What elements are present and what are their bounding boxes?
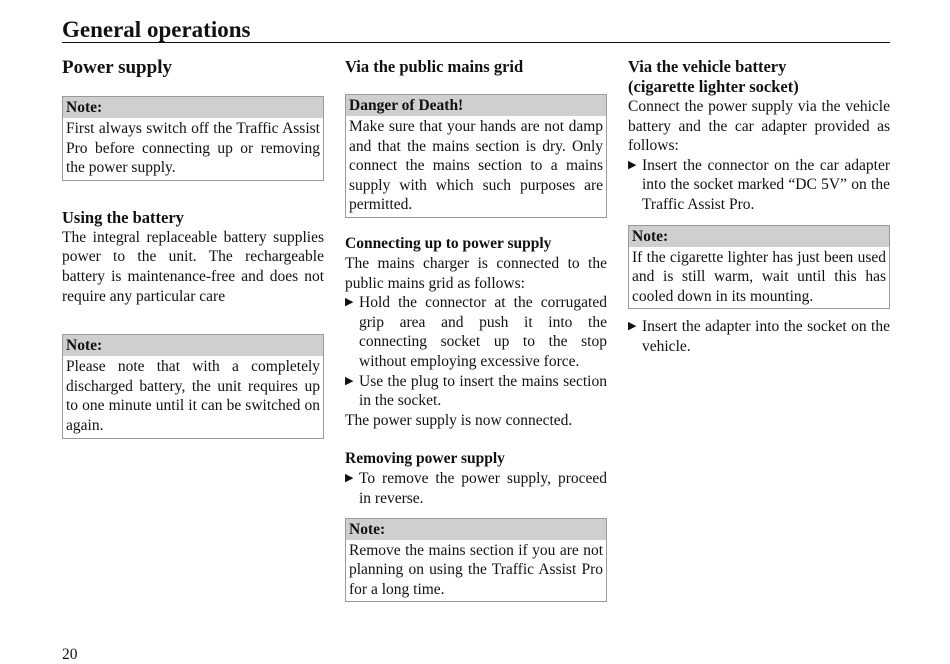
note-box-discharged [62, 334, 324, 438]
danger-text: Make sure that your hands are not damp and that the mains section is dry. Only connect the mains section to a mains supply with which such purposes are permitted. [349, 118, 603, 214]
note-text: If the cigarette lighter has just been used and is still warm, wait until this has cooled down in its mounting. [632, 248, 886, 305]
note-label: Note: [63, 335, 323, 356]
danger-box [345, 94, 607, 218]
vehicle-battery-heading: Via the vehicle battery [628, 57, 787, 76]
vehicle-step-2 [628, 317, 890, 356]
removing-heading: Removing power supply [345, 450, 505, 468]
column-public-mains [345, 57, 607, 602]
power-supply-heading: Power supply [62, 57, 172, 78]
step-text: Insert the connector on the car adapter into the socket marked “DC 5V” on the Traffic Assist Pro. [642, 156, 890, 213]
note-label: Note: [63, 97, 323, 118]
triangle-right-icon: ▶ [345, 472, 354, 485]
removing-step-1 [345, 469, 607, 508]
triangle-right-icon: ▶ [628, 158, 637, 171]
note-text: First always switch off the Traffic Assist Pro before connecting up or removing the power supply. [66, 120, 320, 177]
connecting-step-1 [345, 293, 607, 371]
vehicle-intro: Connect the power supply via the vehicle battery and the car adapter provided as follows: [628, 98, 890, 155]
using-battery-heading: Using the battery [62, 207, 184, 227]
note-label: Note: [629, 226, 889, 247]
public-mains-heading: Via the public mains grid [345, 57, 524, 76]
battery-text: The integral replaceable battery supplies power to the unit. The rechargeable battery is maintenance-free and does not require any particular care [62, 228, 324, 305]
note-text: Remove the mains section if you are not planning on using the Traffic Assist Pro for a long time. [349, 541, 603, 598]
column-vehicle-battery [628, 57, 890, 357]
page-title: General operations [62, 17, 251, 42]
step-text: Use the plug to insert the mains section in the socket. [359, 372, 607, 410]
title-rule [62, 42, 890, 43]
cigarette-lighter-heading: (cigarette lighter socket) [628, 77, 799, 96]
step-text: Hold the connector at the corrugated grip area and push it into the connecting socket up to the stop without employing excessive force. [359, 294, 607, 370]
column-power-supply [62, 57, 324, 439]
page-number: 20 [62, 646, 78, 663]
connecting-heading: Connecting up to power supply [345, 234, 552, 252]
note-text: Please note that with a completely discharged battery, the unit requires up to one minute until it can be switched on again. [66, 358, 320, 434]
step-text: To remove the power supply, proceed in reverse. [359, 470, 607, 507]
step-text: Insert the adapter into the socket on the vehicle. [642, 318, 890, 355]
triangle-right-icon: ▶ [345, 296, 354, 309]
danger-label: Danger of Death! [346, 95, 606, 116]
connecting-step-2 [345, 372, 607, 411]
triangle-right-icon: ▶ [345, 374, 354, 387]
note-box-switch-off [62, 96, 324, 181]
note-label: Note: [346, 519, 606, 540]
vehicle-step-1 [628, 156, 890, 215]
connected-text: The power supply is now connected. [345, 411, 573, 429]
triangle-right-icon: ▶ [628, 320, 637, 333]
connecting-intro: The mains charger is connected to the public mains grid as follows: [345, 254, 607, 292]
note-box-lighter [628, 225, 890, 310]
note-box-mains [345, 518, 607, 603]
